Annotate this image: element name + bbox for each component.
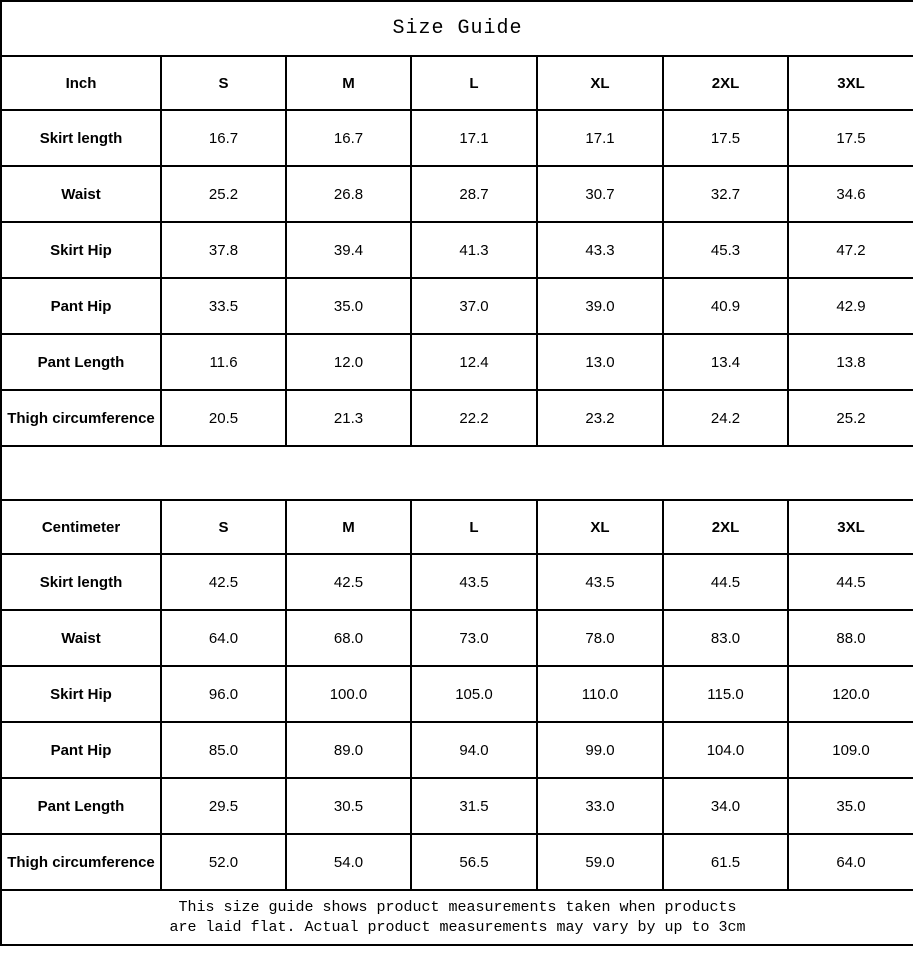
measurement-value-cell: 120.0 xyxy=(788,666,913,722)
size-header-cell: M xyxy=(286,56,411,110)
measurement-value-cell: 56.5 xyxy=(411,834,537,890)
measurement-value-cell: 43.5 xyxy=(411,554,537,610)
measurement-value-cell: 35.0 xyxy=(286,278,411,334)
row-label-cell: Pant Hip xyxy=(1,278,161,334)
measurement-value-cell: 64.0 xyxy=(788,834,913,890)
size-header-cell: L xyxy=(411,56,537,110)
measurement-value-cell: 94.0 xyxy=(411,722,537,778)
measurement-value-cell: 13.0 xyxy=(537,334,663,390)
measurement-value-cell: 30.5 xyxy=(286,778,411,834)
measurement-value-cell: 85.0 xyxy=(161,722,286,778)
measurement-value-cell: 59.0 xyxy=(537,834,663,890)
row-label-cell: Pant Length xyxy=(1,334,161,390)
measurement-value-cell: 64.0 xyxy=(161,610,286,666)
measurement-value-cell: 30.7 xyxy=(537,166,663,222)
measurement-value-cell: 17.5 xyxy=(663,110,788,166)
measurement-value-cell: 96.0 xyxy=(161,666,286,722)
table-row xyxy=(1,722,913,778)
size-header-cell: 2XL xyxy=(663,500,788,554)
size-header-cell: XL xyxy=(537,500,663,554)
measurement-value-cell: 68.0 xyxy=(286,610,411,666)
measurement-value-cell: 44.5 xyxy=(788,554,913,610)
table-row xyxy=(1,334,913,390)
table-row xyxy=(1,610,913,666)
measurement-value-cell: 54.0 xyxy=(286,834,411,890)
measurement-value-cell: 33.0 xyxy=(537,778,663,834)
measurement-value-cell: 17.1 xyxy=(411,110,537,166)
measurement-value-cell: 88.0 xyxy=(788,610,913,666)
size-header-cell: M xyxy=(286,500,411,554)
table-row xyxy=(1,834,913,890)
measurement-value-cell: 42.9 xyxy=(788,278,913,334)
page-title: Size Guide xyxy=(1,1,913,56)
size-header-cell: 2XL xyxy=(663,56,788,110)
measurement-value-cell: 26.8 xyxy=(286,166,411,222)
row-label-cell: Thigh circumference xyxy=(1,834,161,890)
measurement-value-cell: 43.3 xyxy=(537,222,663,278)
measurement-value-cell: 52.0 xyxy=(161,834,286,890)
table-row xyxy=(1,110,913,166)
title-row xyxy=(1,1,913,56)
measurement-value-cell: 22.2 xyxy=(411,390,537,446)
row-label-cell: Thigh circumference xyxy=(1,390,161,446)
table-row xyxy=(1,222,913,278)
measurement-value-cell: 24.2 xyxy=(663,390,788,446)
measurement-value-cell: 39.0 xyxy=(537,278,663,334)
table-row xyxy=(1,166,913,222)
footer-note-line1: This size guide shows product measurements taken when products xyxy=(178,898,737,916)
size-header-cell: S xyxy=(161,500,286,554)
row-label-cell: Pant Length xyxy=(1,778,161,834)
measurement-value-cell: 35.0 xyxy=(788,778,913,834)
table-row xyxy=(1,666,913,722)
measurement-value-cell: 47.2 xyxy=(788,222,913,278)
measurement-value-cell: 31.5 xyxy=(411,778,537,834)
spacer-cell xyxy=(1,446,913,500)
measurement-value-cell: 12.4 xyxy=(411,334,537,390)
measurement-value-cell: 104.0 xyxy=(663,722,788,778)
measurement-value-cell: 37.8 xyxy=(161,222,286,278)
measurement-value-cell: 25.2 xyxy=(161,166,286,222)
measurement-value-cell: 115.0 xyxy=(663,666,788,722)
footer-note xyxy=(1,890,913,945)
measurement-value-cell: 109.0 xyxy=(788,722,913,778)
measurement-value-cell: 16.7 xyxy=(161,110,286,166)
size-header-cell: 3XL xyxy=(788,500,913,554)
size-header-cell: 3XL xyxy=(788,56,913,110)
unit-header-cell: Inch xyxy=(1,56,161,110)
measurement-value-cell: 28.7 xyxy=(411,166,537,222)
measurement-value-cell: 12.0 xyxy=(286,334,411,390)
table-row xyxy=(1,390,913,446)
measurement-value-cell: 73.0 xyxy=(411,610,537,666)
measurement-value-cell: 32.7 xyxy=(663,166,788,222)
measurement-value-cell: 17.5 xyxy=(788,110,913,166)
measurement-value-cell: 13.4 xyxy=(663,334,788,390)
row-label-cell: Skirt length xyxy=(1,110,161,166)
measurement-value-cell: 11.6 xyxy=(161,334,286,390)
footer-row xyxy=(1,890,913,945)
spacer-row xyxy=(1,446,913,500)
measurement-value-cell: 20.5 xyxy=(161,390,286,446)
measurement-value-cell: 34.6 xyxy=(788,166,913,222)
measurement-value-cell: 89.0 xyxy=(286,722,411,778)
table-row xyxy=(1,554,913,610)
measurement-value-cell: 40.9 xyxy=(663,278,788,334)
measurement-value-cell: 83.0 xyxy=(663,610,788,666)
measurement-value-cell: 37.0 xyxy=(411,278,537,334)
table-row xyxy=(1,778,913,834)
row-label-cell: Pant Hip xyxy=(1,722,161,778)
measurement-value-cell: 45.3 xyxy=(663,222,788,278)
size-header-row xyxy=(1,500,913,554)
size-header-cell: S xyxy=(161,56,286,110)
size-header-row xyxy=(1,56,913,110)
measurement-value-cell: 99.0 xyxy=(537,722,663,778)
measurement-value-cell: 42.5 xyxy=(286,554,411,610)
unit-header-cell: Centimeter xyxy=(1,500,161,554)
measurement-value-cell: 43.5 xyxy=(537,554,663,610)
measurement-value-cell: 100.0 xyxy=(286,666,411,722)
row-label-cell: Waist xyxy=(1,166,161,222)
measurement-value-cell: 13.8 xyxy=(788,334,913,390)
measurement-value-cell: 44.5 xyxy=(663,554,788,610)
size-header-cell: XL xyxy=(537,56,663,110)
measurement-value-cell: 61.5 xyxy=(663,834,788,890)
size-header-cell: L xyxy=(411,500,537,554)
row-label-cell: Waist xyxy=(1,610,161,666)
measurement-value-cell: 17.1 xyxy=(537,110,663,166)
row-label-cell: Skirt Hip xyxy=(1,666,161,722)
measurement-value-cell: 16.7 xyxy=(286,110,411,166)
footer-note-line2: are laid flat. Actual product measurements may vary by up to 3cm xyxy=(169,918,746,936)
measurement-value-cell: 39.4 xyxy=(286,222,411,278)
measurement-value-cell: 41.3 xyxy=(411,222,537,278)
measurement-value-cell: 25.2 xyxy=(788,390,913,446)
measurement-value-cell: 110.0 xyxy=(537,666,663,722)
measurement-value-cell: 33.5 xyxy=(161,278,286,334)
measurement-value-cell: 29.5 xyxy=(161,778,286,834)
table-row xyxy=(1,278,913,334)
row-label-cell: Skirt Hip xyxy=(1,222,161,278)
measurement-value-cell: 21.3 xyxy=(286,390,411,446)
measurement-value-cell: 42.5 xyxy=(161,554,286,610)
measurement-value-cell: 105.0 xyxy=(411,666,537,722)
measurement-value-cell: 34.0 xyxy=(663,778,788,834)
row-label-cell: Skirt length xyxy=(1,554,161,610)
measurement-value-cell: 23.2 xyxy=(537,390,663,446)
measurement-value-cell: 78.0 xyxy=(537,610,663,666)
